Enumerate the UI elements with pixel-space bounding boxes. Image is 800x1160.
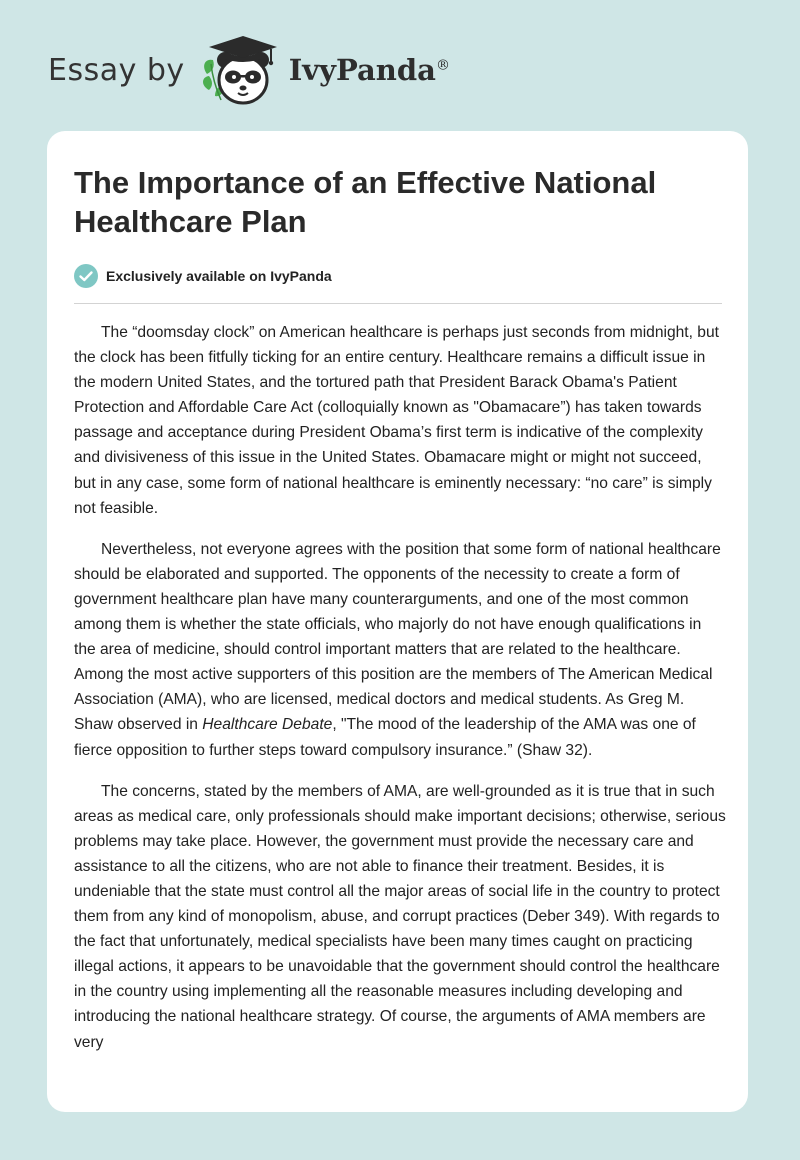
exclusive-label: Exclusively available on IvyPanda	[106, 268, 332, 284]
check-circle-icon	[74, 264, 98, 288]
page-title: The Importance of an Effective National Healthcare Plan	[74, 165, 657, 239]
book-title: Healthcare Debate	[202, 716, 333, 734]
essay-by-label: Essay by	[48, 52, 185, 88]
brand-text: IvyPanda	[288, 53, 436, 87]
paragraph-2	[74, 537, 726, 763]
exclusive-badge	[74, 264, 332, 288]
essay-card	[47, 131, 748, 1112]
panda-graduate-icon	[199, 30, 287, 110]
registered-mark: ®	[435, 57, 450, 74]
brand-name	[289, 53, 450, 87]
paragraph-1: The “doomsday clock” on American healthcare is perhaps just seconds from midnight, but the clock has been fitfully ticking for an entire century. Healthcare remains a difficult issue in the modern United States, and the tortured path that President Barack Obama's Patient Protection and Affordable Care Act (colloquially known as "Obamacare”) has taken towards passage and acceptance during President Obama’s first term is indicative of the complexity and divisiveness of this issue in the United States. Obamacare might or might not succeed, but in any case, some form of national healthcare is eminently necessary: “no care” is simply not feasible.	[74, 324, 719, 517]
essay-body	[74, 320, 726, 1071]
divider	[74, 303, 722, 304]
paragraph-2-after: , "The mood of the leadership of the AMA was one of fierce opposition to further steps toward compulsory insurance.” (Shaw 32).	[74, 716, 696, 759]
paragraph-3: The concerns, stated by the members of AMA, are well-grounded as it is true that in such areas as medical care, only professionals should make important decisions; otherwise, serious problems may take place. However, the government must provide the necessary care and assistance to all the citizens, who are not able to finance their treatment. Besides, it is undeniable that the state must control all the major areas of social life in the country to protect them from any kind of monopolism, abuse, and corrupt practices (Deber 349). With regards to the fact that unfortunately, medical specialists have been many times caught on practicing illegal actions, it appears to be unavoidable that the government should control the healthcare in the country using implementing all the reasonable measures including developing and introducing the national healthcare strategy. Of course, the arguments of AMA members are very	[74, 782, 726, 1051]
site-header	[48, 30, 450, 110]
paragraph-2-before: Nevertheless, not everyone agrees with the position that some form of national healthcare should be elaborated and supported. The opponents of the necessity to create a form of government healthcare plan have many counterarguments, and one of the most common among them is whether the state officials, who majorly do not have enough qualifications in the area of medicine, should control important matters that are related to the healthcare. Among the most active supporters of this position are the members of The American Medical Association (AMA), who are licensed, medical doctors and medical students. As Greg M. Shaw observed in	[74, 540, 721, 734]
